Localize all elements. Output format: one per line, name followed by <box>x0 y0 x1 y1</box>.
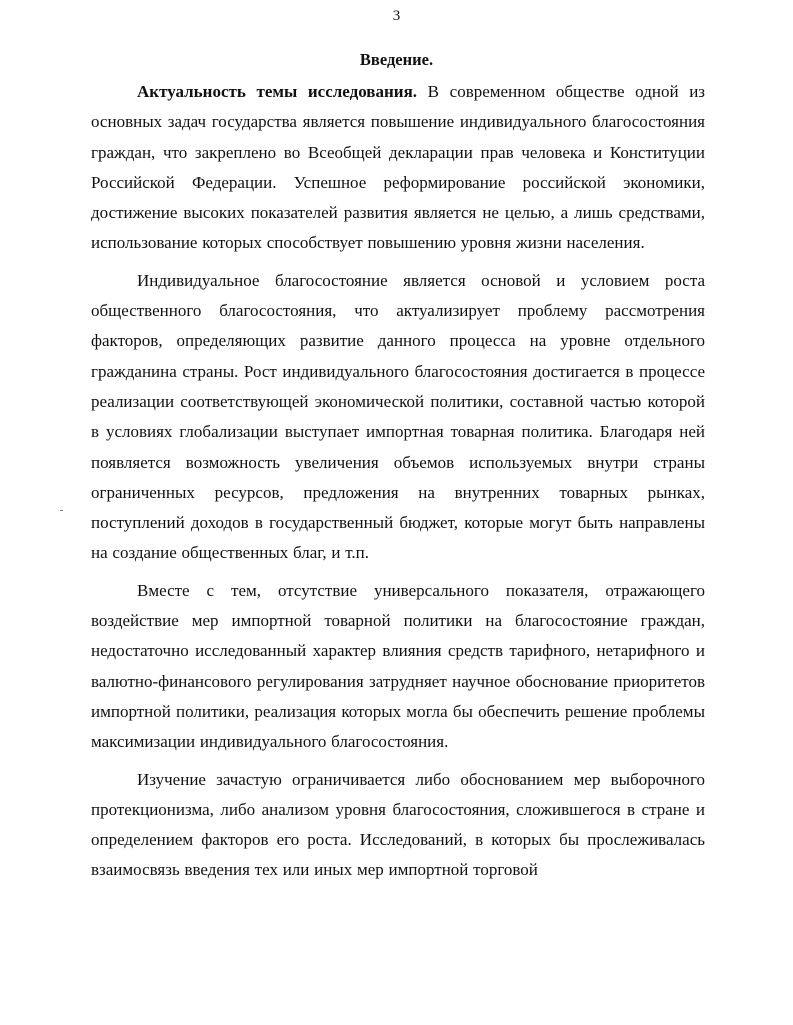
paragraph-lead: Актуальность темы исследования. <box>137 82 418 101</box>
paragraph-research: Изучение зачастую ограничивается либо обоснованием мер выборочного протекционизма, либо анализом уровня благосостояния, сложившегося в стране и определением факторов его роста. Исследований, в которых бы прослеживалась взаимосвязь введения тех или иных мер импортной торговой <box>91 769 705 880</box>
paragraph-text: В современном обществе одной из основных задач государства является повышение индивидуального благосостояния граждан, что закреплено во Всеобщей декларации прав человека и Конституции Российской Федерации. Успешное реформирование российской экономики, достижение высоких показателей развития является не целью, а лишь средствами, использование которых способствует повышению уровня жизни населения. <box>91 82 706 253</box>
paragraph-relevance <box>91 77 705 259</box>
margin-mark <box>60 510 63 511</box>
paragraph-welfare: Индивидуальное благосостояние является основой и условием роста общественного благосостояния, что актуализирует проблему рассмотрения факторов, определяющих развитие данного процесса на уровне отдельного гражданина страны. Рост индивидуального благосостояния достигается в процессе реализации соответствующей экономической политики, составной частью которой в условиях глобализации выступает импортная товарная политика. Благодаря ней появляется возможность увеличения объемов используемых внутри страны ограниченных ресурсов, предложения на внутренних товарных рынках, поступлений доходов в государственный бюджет, которые могут быть направлены на создание общественных благ, и т.п. <box>91 270 705 563</box>
paragraph-indicator: Вместе с тем, отсутствие универсального показателя, отражающего воздействие мер импортной товарной политики на благосостояние граждан, недостаточно исследованный характер влияния средств тарифного, нетарифного и валютно-финансового регулирования затрудняет научное обоснование приоритетов импортной политики, реализация которых могла бы обеспечить решение проблемы максимизации индивидуального благосостояния. <box>91 580 705 752</box>
page-title: Введение. <box>359 50 434 69</box>
document-body <box>91 77 705 893</box>
page-number: 3 <box>392 8 401 24</box>
